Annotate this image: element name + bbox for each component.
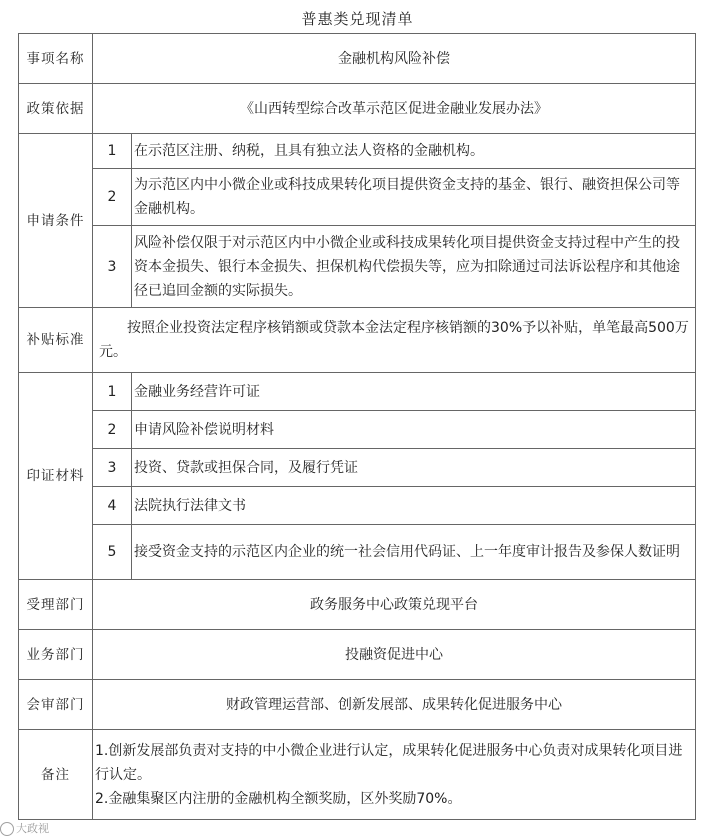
label-business-dept: 业务部门 [19,630,93,680]
material-number: 1 [93,373,132,411]
value-business-dept: 投融资促进中心 [93,630,696,680]
row-material-4 [19,487,696,525]
row-condition-2 [19,169,696,226]
row-condition-3 [19,226,696,308]
value-notes [93,730,696,820]
label-policy-basis: 政策依据 [19,84,93,134]
value-review-dept: 财政管理运营部、创新发展部、成果转化促进服务中心 [93,680,696,730]
row-material-1 [19,373,696,411]
material-number: 2 [93,411,132,449]
row-material-3 [19,449,696,487]
row-notes [19,730,696,820]
material-number: 3 [93,449,132,487]
row-accept-dept [19,580,696,630]
label-conditions: 申请条件 [19,134,93,308]
material-number: 5 [93,525,132,580]
condition-text: 在示范区注册、纳税，且具有独立法人资格的金融机构。 [132,134,696,169]
value-policy-basis: 《山西转型综合改革示范区促进金融业发展办法》 [93,84,696,134]
row-subsidy [19,308,696,373]
row-material-5 [19,525,696,580]
material-number: 4 [93,487,132,525]
label-materials: 印证材料 [19,373,93,580]
row-item-name [19,34,696,84]
material-text: 法院执行法律文书 [132,487,696,525]
row-condition-1 [19,134,696,169]
watermark [0,820,49,836]
condition-text: 风险补偿仅限于对示范区内中小微企业或科技成果转化项目提供资金支持过程中产生的投资本金损失、银行本金损失、担保机构代偿损失等，应为扣除通过司法诉讼程序和其他途径已追回金额的实际损失。 [132,226,696,308]
label-subsidy: 补贴标准 [19,308,93,373]
note-line-2: 2.金融集聚区内注册的金融机构全额奖励，区外奖励70%。 [95,790,462,807]
condition-number: 1 [93,134,132,169]
material-text: 申请风险补偿说明材料 [132,411,696,449]
policy-table [18,33,696,820]
material-text: 金融业务经营许可证 [132,373,696,411]
value-item-name: 金融机构风险补偿 [93,34,696,84]
document-title: 普惠类兑现清单 [301,10,414,28]
value-accept-dept: 政务服务中心政策兑现平台 [93,580,696,630]
label-item-name: 事项名称 [19,34,93,84]
watermark-text: 大政视 [16,822,49,835]
row-policy-basis [19,84,696,134]
row-material-2 [19,411,696,449]
note-line-1: 1.创新发展部负责对支持的中小微企业进行认定，成果转化促进服务中心负责对成果转化项目进行认定。 [95,742,683,783]
label-accept-dept: 受理部门 [19,580,93,630]
condition-number: 2 [93,169,132,226]
value-subsidy: 按照企业投资法定程序核销额或贷款本金法定程序核销额的30%予以补贴，单笔最高500万元。 [93,308,696,373]
condition-number: 3 [93,226,132,308]
material-text: 接受资金支持的示范区内企业的统一社会信用代码证、上一年度审计报告及参保人数证明 [132,525,696,580]
watermark-logo-icon [0,822,14,836]
condition-text: 为示范区内中小微企业或科技成果转化项目提供资金支持的基金、银行、融资担保公司等金融机构。 [132,169,696,226]
label-notes: 备注 [19,730,93,820]
label-review-dept: 会审部门 [19,680,93,730]
row-business-dept [19,630,696,680]
material-text: 投资、贷款或担保合同，及履行凭证 [132,449,696,487]
row-review-dept [19,680,696,730]
